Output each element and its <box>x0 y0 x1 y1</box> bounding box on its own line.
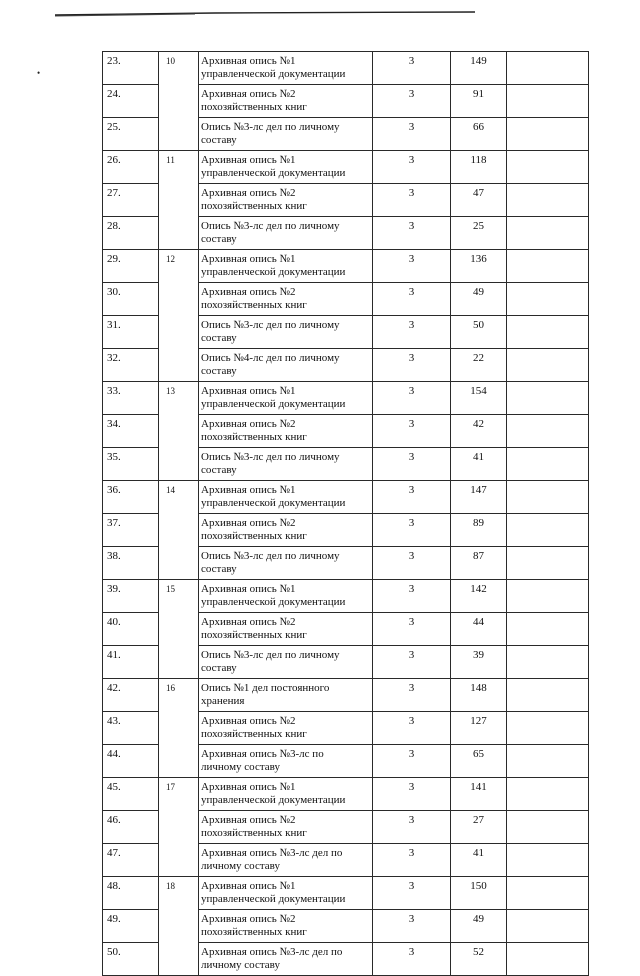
count-cell: 41 <box>451 844 507 877</box>
inventory-title-line: Архивная опись №2 <box>201 286 296 298</box>
quantity-cell: 3 <box>373 52 451 85</box>
inventory-title-line: Опись №3-лс дел по личному <box>201 121 340 133</box>
table-row <box>103 481 589 514</box>
count-cell: 22 <box>451 349 507 382</box>
quantity-cell: 3 <box>373 349 451 382</box>
count-cell: 147 <box>451 481 507 514</box>
row-number: 46. <box>103 811 159 844</box>
empty-cell <box>507 943 589 976</box>
row-number: 39. <box>103 580 159 613</box>
group-number: 13 <box>166 386 175 396</box>
inventory-title-line: составу <box>201 134 237 146</box>
quantity-cell: 3 <box>373 745 451 778</box>
inventory-title-line: составу <box>201 464 237 476</box>
group-number: 11 <box>166 155 175 165</box>
group-number: 15 <box>166 584 175 594</box>
inventory-title <box>199 217 373 250</box>
row-number: 30. <box>103 283 159 316</box>
inventory-title-line: Опись №1 дел постоянного <box>201 682 330 694</box>
row-number: 37. <box>103 514 159 547</box>
inventory-title-line: Опись №3-лс дел по личному <box>201 319 340 331</box>
scan-artifact-line <box>55 11 475 17</box>
inventory-title <box>199 712 373 745</box>
row-number: 40. <box>103 613 159 646</box>
row-number: 44. <box>103 745 159 778</box>
group-number: 17 <box>166 782 175 792</box>
inventory-title-line: составу <box>201 365 237 377</box>
inventory-title-line: составу <box>201 662 237 674</box>
count-cell: 44 <box>451 613 507 646</box>
inventory-title-line: Архивная опись №3-лс дел по <box>201 946 343 958</box>
group-number: 16 <box>166 683 175 693</box>
row-number: 33. <box>103 382 159 415</box>
count-cell: 47 <box>451 184 507 217</box>
inventory-title-line: Опись №4-лс дел по личному <box>201 352 340 364</box>
count-cell: 91 <box>451 85 507 118</box>
empty-cell <box>507 448 589 481</box>
inventory-title <box>199 778 373 811</box>
inventory-title <box>199 547 373 580</box>
empty-cell <box>507 316 589 349</box>
inventory-title <box>199 811 373 844</box>
inventory-title-line: личному составу <box>201 959 280 971</box>
inventory-title-line: управленческой документации <box>201 893 346 905</box>
row-number: 27. <box>103 184 159 217</box>
inventory-title-line: управленческой документации <box>201 596 346 608</box>
row-number: 36. <box>103 481 159 514</box>
quantity-cell: 3 <box>373 184 451 217</box>
empty-cell <box>507 118 589 151</box>
row-number: 23. <box>103 52 159 85</box>
quantity-cell: 3 <box>373 679 451 712</box>
inventory-title <box>199 118 373 151</box>
table-row <box>103 250 589 283</box>
empty-cell <box>507 382 589 415</box>
group-number-cell <box>159 382 199 481</box>
row-number: 31. <box>103 316 159 349</box>
inventory-title-line: составу <box>201 233 237 245</box>
group-number-cell <box>159 778 199 877</box>
empty-cell <box>507 646 589 679</box>
row-number: 26. <box>103 151 159 184</box>
inventory-title <box>199 580 373 613</box>
empty-cell <box>507 547 589 580</box>
table-row <box>103 679 589 712</box>
quantity-cell: 3 <box>373 151 451 184</box>
inventory-title-line: Архивная опись №1 <box>201 880 296 892</box>
inventory-title-line: Опись №3-лс дел по личному <box>201 220 340 232</box>
group-number-cell <box>159 250 199 382</box>
row-number: 24. <box>103 85 159 118</box>
inventory-title-line: управленческой документации <box>201 398 346 410</box>
row-number: 38. <box>103 547 159 580</box>
inventory-title-line: похозяйственных книг <box>201 629 307 641</box>
row-number: 43. <box>103 712 159 745</box>
quantity-cell: 3 <box>373 811 451 844</box>
empty-cell <box>507 415 589 448</box>
quantity-cell: 3 <box>373 316 451 349</box>
row-number: 35. <box>103 448 159 481</box>
quantity-cell: 3 <box>373 844 451 877</box>
group-number: 12 <box>166 254 175 264</box>
count-cell: 52 <box>451 943 507 976</box>
count-cell: 118 <box>451 151 507 184</box>
count-cell: 66 <box>451 118 507 151</box>
group-number-cell <box>159 52 199 151</box>
inventory-title-line: управленческой документации <box>201 266 346 278</box>
count-cell: 25 <box>451 217 507 250</box>
inventory-title-line: похозяйственных книг <box>201 299 307 311</box>
inventory-title-line: Архивная опись №2 <box>201 715 296 727</box>
quantity-cell: 3 <box>373 910 451 943</box>
empty-cell <box>507 844 589 877</box>
inventory-title-line: Опись №3-лс дел по личному <box>201 649 340 661</box>
empty-cell <box>507 580 589 613</box>
row-number: 29. <box>103 250 159 283</box>
empty-cell <box>507 745 589 778</box>
count-cell: 141 <box>451 778 507 811</box>
group-number: 14 <box>166 485 175 495</box>
empty-cell <box>507 151 589 184</box>
quantity-cell: 3 <box>373 712 451 745</box>
count-cell: 41 <box>451 448 507 481</box>
inventory-title-line: управленческой документации <box>201 68 346 80</box>
empty-cell <box>507 811 589 844</box>
quantity-cell: 3 <box>373 415 451 448</box>
row-number: 42. <box>103 679 159 712</box>
count-cell: 89 <box>451 514 507 547</box>
count-cell: 142 <box>451 580 507 613</box>
count-cell: 27 <box>451 811 507 844</box>
count-cell: 148 <box>451 679 507 712</box>
quantity-cell: 3 <box>373 613 451 646</box>
count-cell: 49 <box>451 910 507 943</box>
quantity-cell: 3 <box>373 250 451 283</box>
empty-cell <box>507 349 589 382</box>
count-cell: 87 <box>451 547 507 580</box>
inventory-title <box>199 943 373 976</box>
count-cell: 150 <box>451 877 507 910</box>
inventory-title <box>199 283 373 316</box>
quantity-cell: 3 <box>373 646 451 679</box>
empty-cell <box>507 514 589 547</box>
inventory-title-line: Архивная опись №2 <box>201 517 296 529</box>
inventory-title-line: Архивная опись №1 <box>201 154 296 166</box>
inventory-title-line: похозяйственных книг <box>201 431 307 443</box>
row-number: 50. <box>103 943 159 976</box>
empty-cell <box>507 613 589 646</box>
inventory-title-line: управленческой документации <box>201 167 346 179</box>
group-number-cell <box>159 580 199 679</box>
count-cell: 136 <box>451 250 507 283</box>
inventory-title-line: похозяйственных книг <box>201 827 307 839</box>
empty-cell <box>507 679 589 712</box>
archive-inventory-table-wrap <box>102 51 588 976</box>
empty-cell <box>507 85 589 118</box>
inventory-title-line: Архивная опись №1 <box>201 55 296 67</box>
row-number: 28. <box>103 217 159 250</box>
quantity-cell: 3 <box>373 547 451 580</box>
empty-cell <box>507 250 589 283</box>
inventory-title <box>199 481 373 514</box>
inventory-title-line: Архивная опись №1 <box>201 385 296 397</box>
empty-cell <box>507 481 589 514</box>
inventory-title-line: Архивная опись №2 <box>201 418 296 430</box>
empty-cell <box>507 184 589 217</box>
inventory-title <box>199 514 373 547</box>
quantity-cell: 3 <box>373 448 451 481</box>
inventory-title-line: Архивная опись №1 <box>201 583 296 595</box>
quantity-cell: 3 <box>373 118 451 151</box>
inventory-title-line: Архивная опись №1 <box>201 253 296 265</box>
inventory-title <box>199 382 373 415</box>
quantity-cell: 3 <box>373 580 451 613</box>
row-number: 45. <box>103 778 159 811</box>
inventory-title-line: составу <box>201 332 237 344</box>
table-row <box>103 151 589 184</box>
inventory-title-line: личному составу <box>201 761 280 773</box>
table-row <box>103 778 589 811</box>
inventory-title-line: Архивная опись №3-лс дел по <box>201 847 343 859</box>
table-row <box>103 580 589 613</box>
row-number: 49. <box>103 910 159 943</box>
inventory-title <box>199 679 373 712</box>
inventory-title-line: Архивная опись №2 <box>201 88 296 100</box>
row-number: 25. <box>103 118 159 151</box>
quantity-cell: 3 <box>373 514 451 547</box>
table-row <box>103 52 589 85</box>
inventory-title-line: Архивная опись №2 <box>201 616 296 628</box>
inventory-title <box>199 184 373 217</box>
group-number: 18 <box>166 881 175 891</box>
group-number-cell <box>159 679 199 778</box>
group-number-cell <box>159 481 199 580</box>
inventory-title-line: похозяйственных книг <box>201 728 307 740</box>
inventory-title-line: Архивная опись №2 <box>201 913 296 925</box>
group-number: 10 <box>166 56 175 66</box>
inventory-title <box>199 52 373 85</box>
quantity-cell: 3 <box>373 217 451 250</box>
inventory-title <box>199 910 373 943</box>
count-cell: 154 <box>451 382 507 415</box>
inventory-title-line: хранения <box>201 695 245 707</box>
table-body <box>103 52 589 976</box>
quantity-cell: 3 <box>373 778 451 811</box>
row-number: 48. <box>103 877 159 910</box>
inventory-title-line: составу <box>201 563 237 575</box>
table-row <box>103 382 589 415</box>
inventory-title <box>199 448 373 481</box>
empty-cell <box>507 52 589 85</box>
inventory-title-line: похозяйственных книг <box>201 926 307 938</box>
row-number: 32. <box>103 349 159 382</box>
quantity-cell: 3 <box>373 283 451 316</box>
empty-cell <box>507 712 589 745</box>
empty-cell <box>507 778 589 811</box>
inventory-title <box>199 250 373 283</box>
inventory-title-line: личному составу <box>201 860 280 872</box>
count-cell: 50 <box>451 316 507 349</box>
inventory-title-line: управленческой документации <box>201 794 346 806</box>
inventory-title-line: похозяйственных книг <box>201 101 307 113</box>
stray-mark: • <box>37 68 41 78</box>
inventory-title-line: Опись №3-лс дел по личному <box>201 451 340 463</box>
count-cell: 149 <box>451 52 507 85</box>
inventory-title <box>199 745 373 778</box>
inventory-title <box>199 415 373 448</box>
count-cell: 42 <box>451 415 507 448</box>
quantity-cell: 3 <box>373 943 451 976</box>
inventory-title-line: Архивная опись №1 <box>201 484 296 496</box>
inventory-title-line: похозяйственных книг <box>201 200 307 212</box>
inventory-title-line: Опись №3-лс дел по личному <box>201 550 340 562</box>
group-number-cell <box>159 877 199 976</box>
empty-cell <box>507 217 589 250</box>
inventory-title-line: Архивная опись №1 <box>201 781 296 793</box>
row-number: 47. <box>103 844 159 877</box>
inventory-title <box>199 316 373 349</box>
archive-inventory-table <box>102 51 589 976</box>
quantity-cell: 3 <box>373 382 451 415</box>
group-number-cell <box>159 151 199 250</box>
count-cell: 49 <box>451 283 507 316</box>
count-cell: 127 <box>451 712 507 745</box>
inventory-title <box>199 85 373 118</box>
inventory-title-line: Архивная опись №2 <box>201 814 296 826</box>
inventory-title <box>199 349 373 382</box>
inventory-title <box>199 151 373 184</box>
quantity-cell: 3 <box>373 85 451 118</box>
inventory-title-line: управленческой документации <box>201 497 346 509</box>
empty-cell <box>507 283 589 316</box>
inventory-title-line: Архивная опись №3-лс по <box>201 748 324 760</box>
inventory-title <box>199 844 373 877</box>
quantity-cell: 3 <box>373 877 451 910</box>
row-number: 41. <box>103 646 159 679</box>
inventory-title-line: похозяйственных книг <box>201 530 307 542</box>
row-number: 34. <box>103 415 159 448</box>
empty-cell <box>507 910 589 943</box>
count-cell: 65 <box>451 745 507 778</box>
count-cell: 39 <box>451 646 507 679</box>
inventory-title <box>199 613 373 646</box>
inventory-title-line: Архивная опись №2 <box>201 187 296 199</box>
quantity-cell: 3 <box>373 481 451 514</box>
inventory-title <box>199 646 373 679</box>
